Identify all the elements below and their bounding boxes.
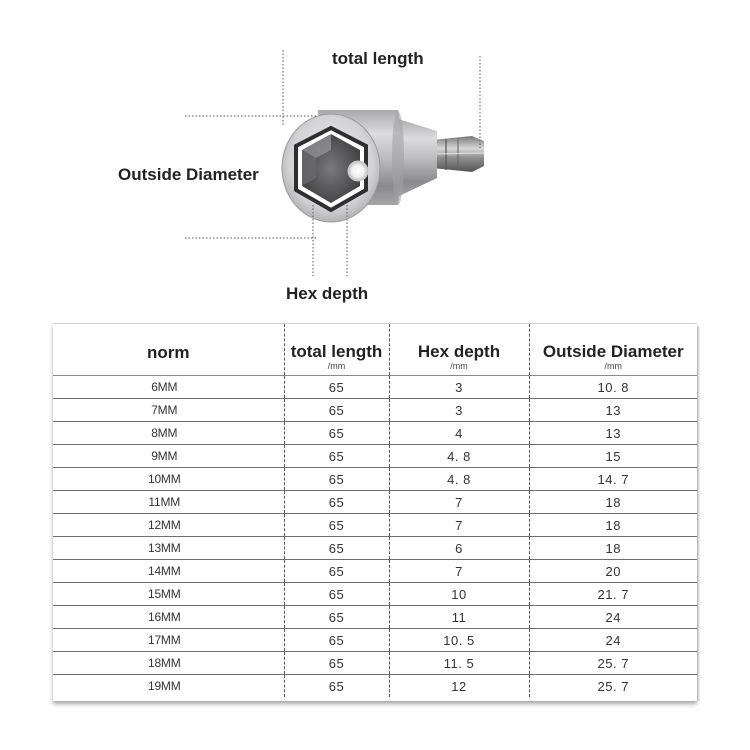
cell-norm: 9MM: [53, 445, 284, 468]
header-hex-depth: [389, 324, 529, 376]
table-row: [53, 652, 697, 675]
cell-total-length: 65: [284, 376, 389, 399]
table-row: [53, 376, 697, 399]
cell-outside-diameter: 13: [529, 422, 697, 445]
cell-total-length: 65: [284, 514, 389, 537]
cell-hex-depth: 11. 5: [389, 652, 529, 675]
cell-hex-depth: 12: [389, 675, 529, 698]
cell-outside-diameter: 21. 7: [529, 583, 697, 606]
cell-outside-diameter: 24: [529, 629, 697, 652]
cell-hex-depth: 4. 8: [389, 468, 529, 491]
cell-outside-diameter: 14. 7: [529, 468, 697, 491]
cell-norm: 16MM: [53, 606, 284, 629]
header-total-length: [284, 324, 389, 376]
table-row: [53, 399, 697, 422]
cell-total-length: 65: [284, 422, 389, 445]
table-row: [53, 606, 697, 629]
header-label: Outside Diameter: [542, 342, 684, 361]
header-label: Hex depth: [417, 342, 501, 361]
cell-outside-diameter: 20: [529, 560, 697, 583]
table-row: [53, 560, 697, 583]
spec-table-container: [53, 323, 697, 701]
cell-outside-diameter: 13: [529, 399, 697, 422]
header-unit: /mm: [450, 361, 468, 371]
header-label: total length: [290, 342, 383, 361]
cell-total-length: 65: [284, 675, 389, 698]
cell-outside-diameter: 15: [529, 445, 697, 468]
cell-total-length: 65: [284, 399, 389, 422]
total-length-label: total length: [332, 49, 424, 68]
table-row: [53, 445, 697, 468]
hex-shank: [432, 136, 484, 172]
header-norm: [53, 324, 284, 376]
table-row: [53, 491, 697, 514]
cell-norm: 19MM: [147, 679, 181, 693]
cell-outside-diameter: 18: [529, 491, 697, 514]
cell-norm: 18MM: [53, 652, 284, 675]
table-row: [53, 514, 697, 537]
cell-hex-depth: 7: [389, 560, 529, 583]
cell-hex-depth: 4. 8: [389, 445, 529, 468]
magnet: [348, 161, 368, 181]
cell-total-length: 65: [284, 560, 389, 583]
table-row: [53, 422, 697, 445]
cell-hex-depth: 10. 5: [389, 629, 529, 652]
socket-diagram: [0, 0, 750, 320]
outside-diameter-label: Outside Diameter: [118, 165, 259, 184]
cell-norm: 12MM: [53, 514, 284, 537]
table-row: [53, 629, 697, 652]
cell-hex-depth: 10: [389, 583, 529, 606]
header-outside-diameter: [529, 324, 697, 376]
cell-hex-depth: 4: [389, 422, 529, 445]
cell-hex-depth: 11: [389, 606, 529, 629]
cell-outside-diameter: 18: [529, 514, 697, 537]
cell-norm: 17MM: [53, 629, 284, 652]
cell-outside-diameter: 10. 8: [529, 376, 697, 399]
header-label: norm: [147, 343, 190, 362]
cell-norm: 13MM: [53, 537, 284, 560]
cell-outside-diameter: 25. 7: [529, 675, 697, 698]
cell-total-length: 65: [284, 445, 389, 468]
cell-norm: 11MM: [53, 491, 284, 514]
cell-hex-depth: 3: [389, 399, 529, 422]
cell-norm: 7MM: [53, 399, 284, 422]
cell-norm: 6MM: [53, 376, 284, 399]
table-row: [53, 675, 697, 698]
table-header-row: [53, 324, 697, 376]
cell-total-length: 65: [284, 629, 389, 652]
cell-total-length: 65: [284, 606, 389, 629]
header-unit: /mm: [604, 361, 622, 371]
cell-outside-diameter: 18: [529, 537, 697, 560]
cell-hex-depth: 7: [389, 514, 529, 537]
cell-norm: 14MM: [53, 560, 284, 583]
cell-hex-depth: 3: [389, 376, 529, 399]
cell-norm: 8MM: [53, 422, 284, 445]
cell-total-length: 65: [284, 468, 389, 491]
cell-norm: 10MM: [53, 468, 284, 491]
cell-total-length: 65: [284, 537, 389, 560]
hex-socket-illustration: [0, 0, 750, 320]
table-row: [53, 537, 697, 560]
cell-hex-depth: 7: [389, 491, 529, 514]
cell-norm: 15MM: [53, 583, 284, 606]
spec-table: [53, 324, 697, 697]
table-row: [53, 468, 697, 491]
cell-total-length: 65: [284, 652, 389, 675]
hex-depth-label: Hex depth: [286, 284, 369, 303]
header-unit: /mm: [327, 361, 346, 371]
cell-outside-diameter: 25. 7: [529, 652, 697, 675]
table-row: [53, 583, 697, 606]
cell-hex-depth: 6: [389, 537, 529, 560]
cell-total-length: 65: [284, 583, 389, 606]
cell-outside-diameter: 24: [529, 606, 697, 629]
cell-total-length: 65: [284, 491, 389, 514]
